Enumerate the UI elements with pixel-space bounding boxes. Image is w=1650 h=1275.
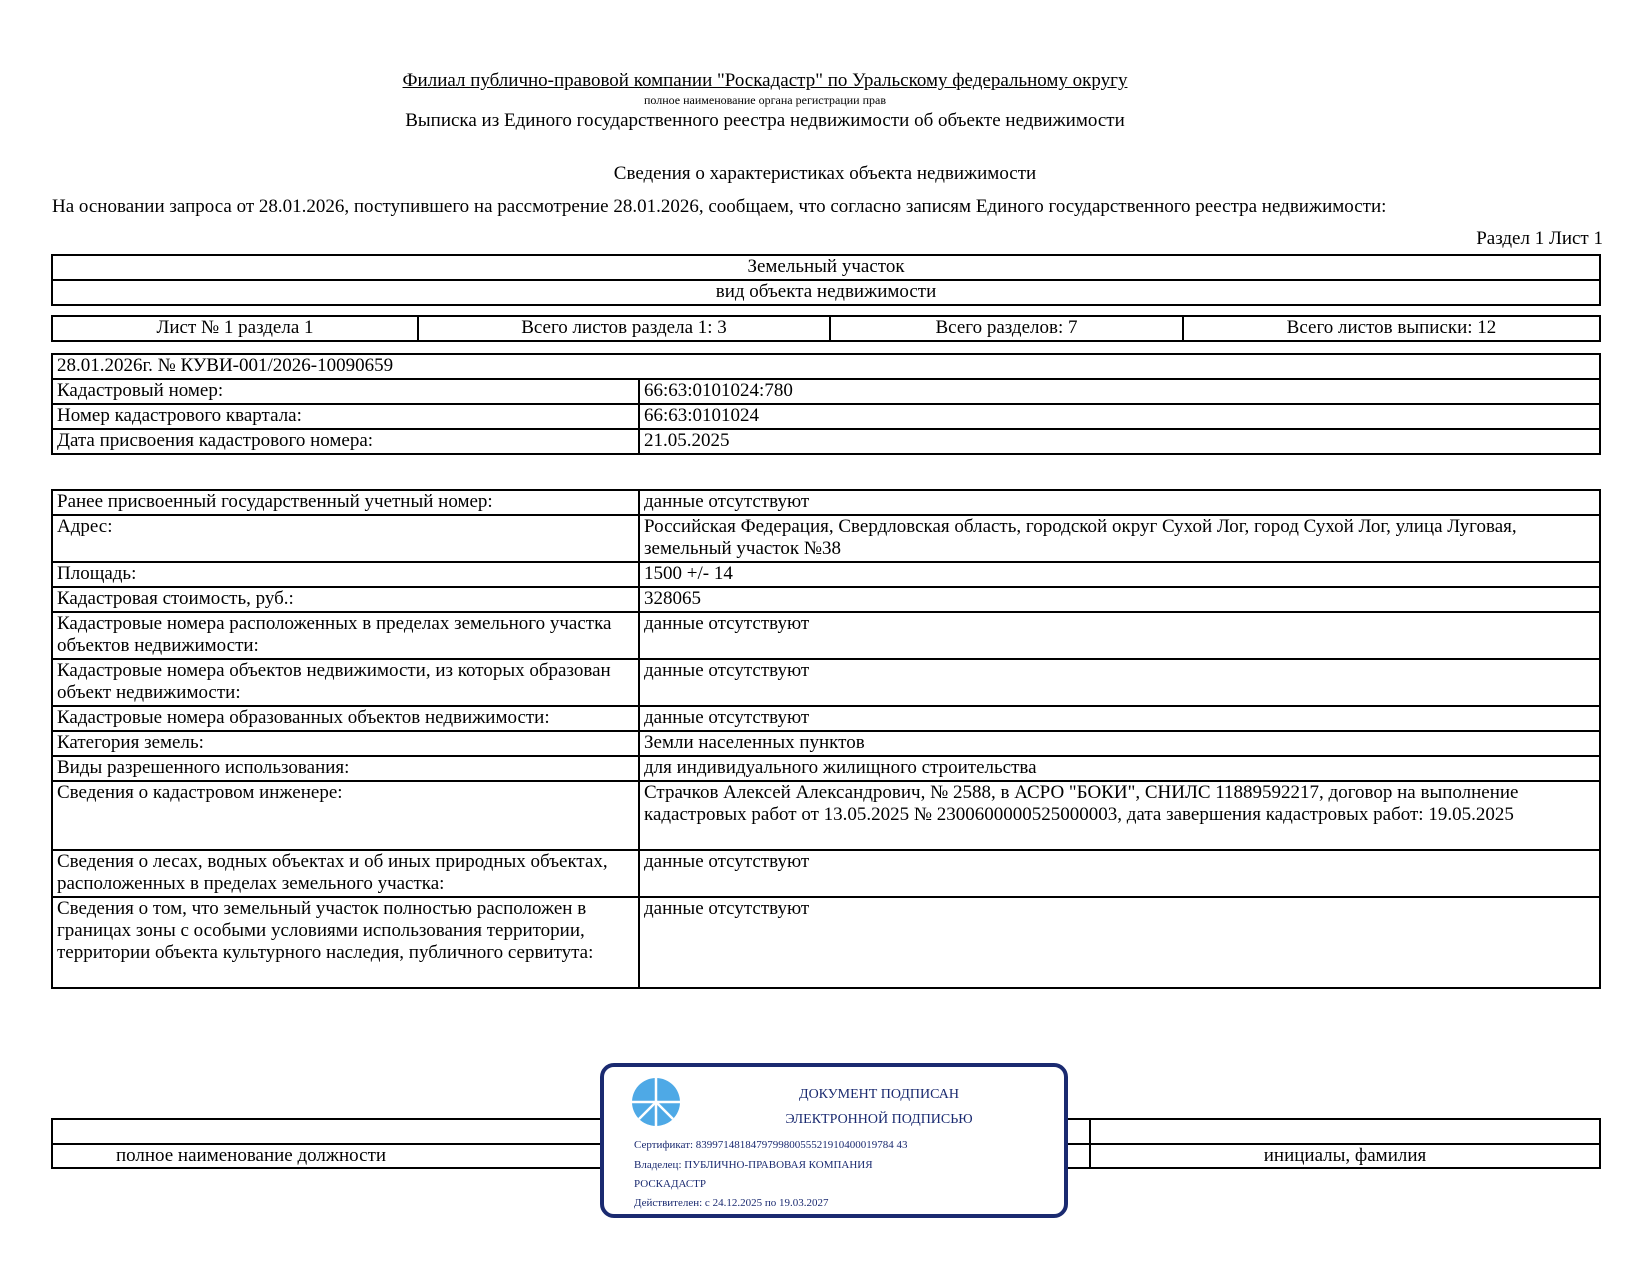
row-label: Кадастровые номера объектов недвижимости, из которых образован объект недвижимости: <box>52 659 639 706</box>
sections-count: Всего разделов: 7 <box>830 316 1183 341</box>
organization-name: Филиал публично-правовой компании "Роскадастр" по Уральскому федеральному округу <box>402 70 1128 91</box>
row-value: 66:63:0101024 <box>639 404 1600 429</box>
position-caption: полное наименование должности <box>52 1144 1090 1168</box>
table-row <box>52 429 1600 454</box>
record-table <box>51 353 1601 455</box>
table-row <box>52 490 1600 515</box>
row-value: данные отсутствуют <box>639 490 1600 515</box>
stamp-owner: Владелец: ПУБЛИЧНО-ПРАВОВАЯ КОМПАНИЯ <box>634 1159 873 1171</box>
row-label: Виды разрешенного использования: <box>52 756 639 781</box>
stamp-validity: Действителен: с 24.12.2025 по 19.03.2027 <box>634 1197 829 1209</box>
row-value: данные отсутствуют <box>639 850 1600 897</box>
table-row <box>52 659 1600 706</box>
row-label: Кадастровый номер: <box>52 379 639 404</box>
row-value: Страчков Алексей Александрович, № 2588, в АСРО "БОКИ", СНИЛС 11889592217, договор на выполнение кадастровых работ от 13.05.2025 № 2300600000525000003, дата завершения кадастровых работ: 19.05.2025 <box>639 781 1600 850</box>
row-value: данные отсутствуют <box>639 706 1600 731</box>
object-type-caption: вид объекта недвижимости <box>52 280 1600 305</box>
row-label: Дата присвоения кадастрового номера: <box>52 429 639 454</box>
document-title: Выписка из Единого государственного реестра недвижимости об объекте недвижимости <box>405 110 1125 131</box>
row-value: для индивидуального жилищного строительства <box>639 756 1600 781</box>
row-value: Земли населенных пунктов <box>639 731 1600 756</box>
table-row <box>52 562 1600 587</box>
row-value: 66:63:0101024:780 <box>639 379 1600 404</box>
object-type-value: Земельный участок <box>52 255 1600 280</box>
row-value: данные отсутствуют <box>639 659 1600 706</box>
row-label: Площадь: <box>52 562 639 587</box>
table-row <box>52 379 1600 404</box>
row-value: Российская Федерация, Свердловская область, городской округ Сухой Лог, город Сухой Лог, улица Луговая, земельный участок №38 <box>639 515 1600 562</box>
table-row <box>52 587 1600 612</box>
section-title: Сведения о характеристиках объекта недвижимости <box>613 163 1037 184</box>
stamp-certificate: Сертификат: 839971481847979980055521910400019784 43 <box>634 1139 908 1151</box>
row-label: Ранее присвоенный государственный учетный номер: <box>52 490 639 515</box>
row-value: 1500 +/- 14 <box>639 562 1600 587</box>
table-row <box>52 781 1600 850</box>
table-row <box>52 706 1600 731</box>
row-label: Категория земель: <box>52 731 639 756</box>
row-label: Адрес: <box>52 515 639 562</box>
row-label: Сведения о лесах, водных объектах и об иных природных объектах, расположенных в пределах земельного участка: <box>52 850 639 897</box>
sheet-number: Лист № 1 раздела 1 <box>52 316 418 341</box>
stamp-line1: ДОКУМЕНТ ПОДПИСАН <box>799 1087 959 1102</box>
table-row <box>52 850 1600 897</box>
table-row <box>52 612 1600 659</box>
row-label: Кадастровые номера расположенных в пределах земельного участка объектов недвижимости: <box>52 612 639 659</box>
table-row <box>52 756 1600 781</box>
row-label: Кадастровая стоимость, руб.: <box>52 587 639 612</box>
electronic-signature-stamp <box>600 1063 1068 1218</box>
object-type-table <box>51 254 1601 306</box>
row-label: Сведения о кадастровом инженере: <box>52 781 639 850</box>
sheets-table <box>51 315 1601 342</box>
row-label: Номер кадастрового квартала: <box>52 404 639 429</box>
table-row <box>52 731 1600 756</box>
table-row <box>52 404 1600 429</box>
organization-caption: полное наименование органа регистрации прав <box>643 93 887 107</box>
row-label: Кадастровые номера образованных объектов недвижимости: <box>52 706 639 731</box>
request-text: На основании запроса от 28.01.2026, поступившего на рассмотрение 28.01.2026, сообщаем, что согласно записям Единого государственного реестра недвижимости: <box>52 196 1387 217</box>
name-cell <box>1090 1119 1600 1144</box>
row-label: Сведения о том, что земельный участок полностью расположен в границах зоны с особыми условиями использования территории, территории объекта культурного наследия, публичного сервитута: <box>52 897 639 988</box>
row-value: 328065 <box>639 587 1600 612</box>
record-header: 28.01.2026г. № КУВИ-001/2026-10090659 <box>52 354 1600 379</box>
stamp-line2: ЭЛЕКТРОННОЙ ПОДПИСЬЮ <box>785 1112 973 1127</box>
table-row <box>52 897 1600 988</box>
table-row <box>52 515 1600 562</box>
section-sheets-count: Всего листов раздела 1: 3 <box>418 316 830 341</box>
section-sheet-label: Раздел 1 Лист 1 <box>1476 228 1603 249</box>
rosreestr-logo-icon <box>631 1077 681 1127</box>
stamp-owner-name: РОСКАДАСТР <box>634 1178 707 1190</box>
total-sheets-count: Всего листов выписки: 12 <box>1183 316 1600 341</box>
row-value: 21.05.2025 <box>639 429 1600 454</box>
row-value: данные отсутствуют <box>639 897 1600 988</box>
row-value: данные отсутствуют <box>639 612 1600 659</box>
details-table <box>51 489 1601 989</box>
name-caption: инициалы, фамилия <box>1090 1144 1600 1168</box>
